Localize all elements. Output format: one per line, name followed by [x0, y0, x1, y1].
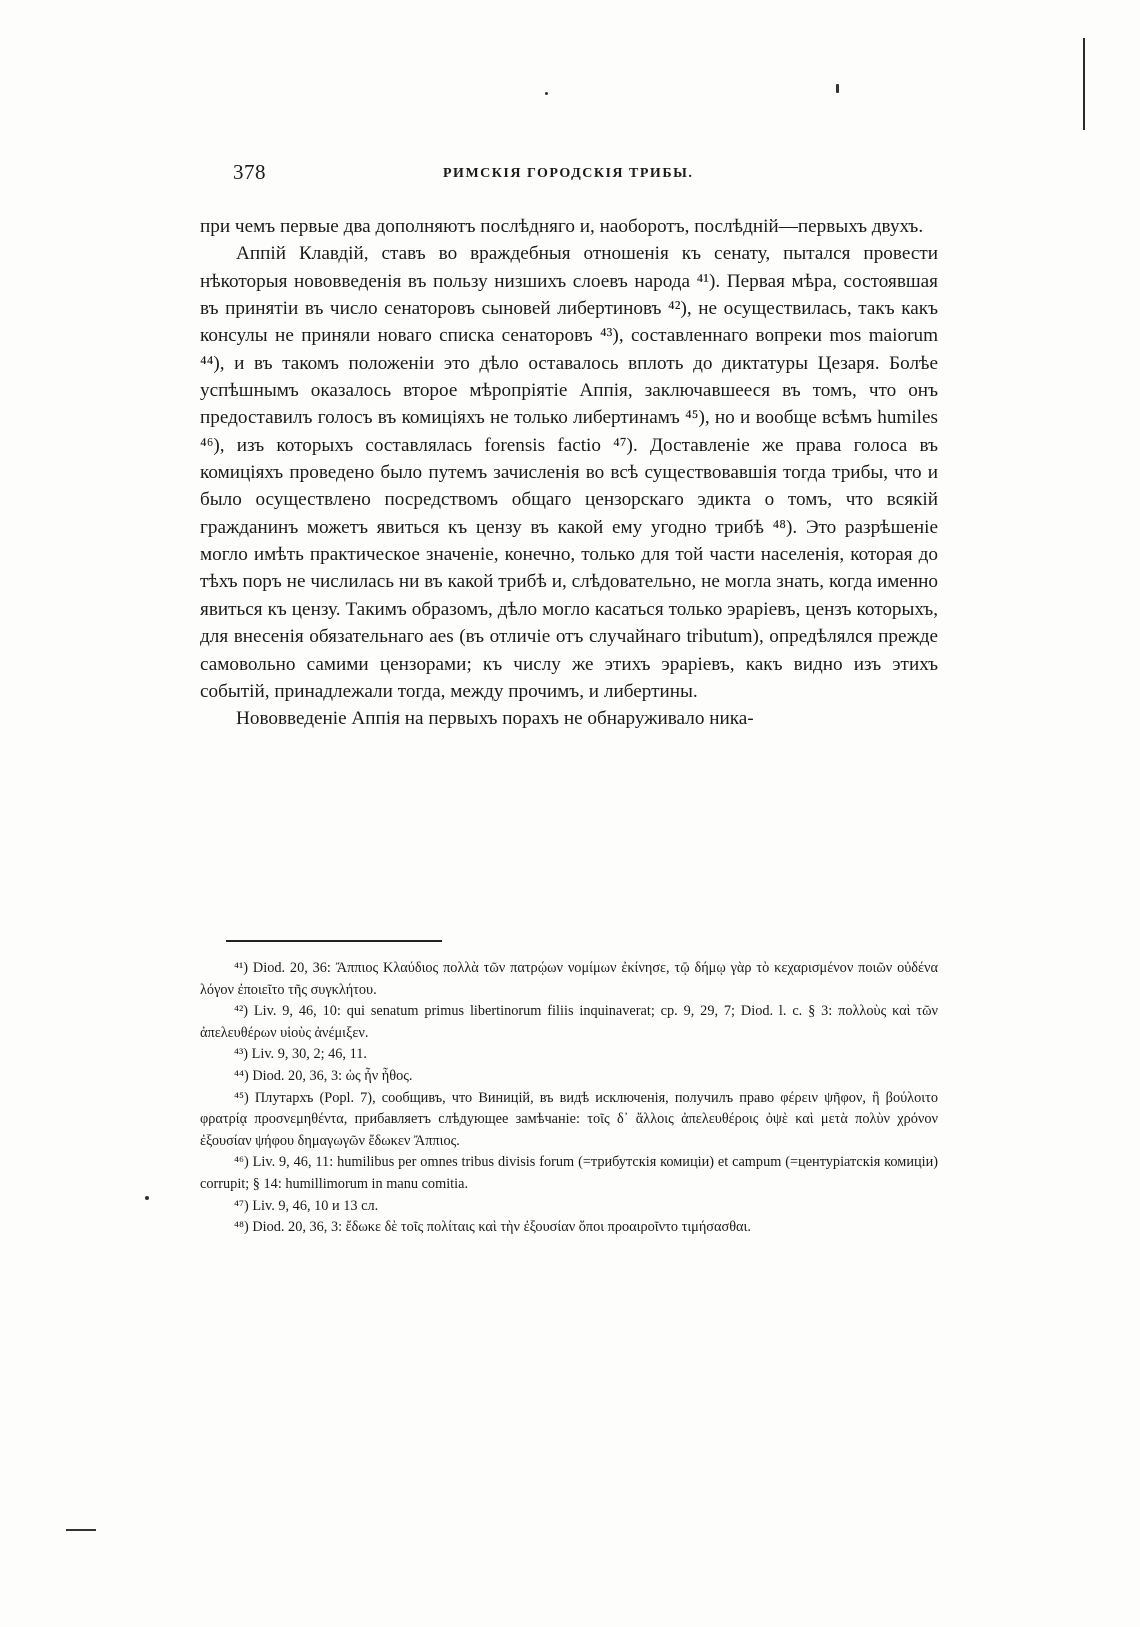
scan-speck — [545, 92, 548, 95]
footnote-text: Liv. 9, 46, 10: qui senatum primus libertinorum filiis inquinaverat; ср. 9, 29, 7; Diod. l. c. § 3: πολλοὺς καὶ τῶν ἀπελευθέρων υἱοὺς ἀνέμιξεν. — [200, 1003, 938, 1041]
main-text — [200, 213, 938, 733]
footnotes — [200, 958, 938, 1239]
footnote-mark: ⁴⁴) — [234, 1067, 249, 1084]
footnote-mark: ⁴¹) — [234, 960, 249, 976]
running-title: РИМСКІЯ ГОРОДСКІЯ ТРИБЫ. — [443, 166, 694, 181]
page-number: 378 — [233, 160, 266, 184]
footnote-text: Liv. 9, 46, 11: humilibus per omnes tribus divisis forum (=трибутскiя комицiи) et campum (=центурiатскiя комицiи) corrupit; § 14: humillimorum in manu comitia. — [200, 1154, 939, 1192]
scan-speck — [145, 1196, 149, 1200]
footnote-46 — [200, 1152, 938, 1195]
footnote-41 — [200, 958, 938, 1001]
footnote-text: Diod. 20, 36, 3: ὡς ἦν ἦθος. — [252, 1067, 413, 1084]
footnote-43 — [200, 1044, 938, 1066]
paragraph: при чемъ первые два дополняютъ послѣдняго и, наоборотъ, послѣднiй—первыхъ двухъ. — [200, 216, 924, 237]
footnote-text: Diod. 20, 36, 3: ἔδωκε δὲ τοῖς πολίταις καὶ τὴν ἐξουσίαν ὅποι προαιροῖντο τιμήσασθαι. — [252, 1219, 751, 1236]
footnote-48 — [200, 1217, 938, 1239]
footnote-text: Diod. 20, 36: Ἄππιος Κλαύδιος πολλὰ τῶν πατρῴων νομίμων ἐκίνησε, τῷ δήμῳ γὰρ τὸ κεχαρισμένον ποιῶν οὐδένα λόγον ἐποιεῖτο τῆς συγκλήτου. — [200, 960, 939, 998]
footnote-text: Плутархъ (Popl. 7), сообщивъ, что Виницiй, въ видѣ исключенiя, получилъ право φέρειν ψῆφον, ἣ βούλοιτο φρατρίᾳ προσνεμηθέντα, прибавляетъ слѣдующее замѣчанie: τοῖς δ᾽ ἄλλοις ἀπελευθέροις ὀψὲ καὶ μετὰ πολὺν χρόνον ἐξουσίαν ψήφου δημαγωγῶν ἔδωκεν Ἄππιος. — [200, 1089, 938, 1149]
footnote-text: Liv. 9, 46, 10 и 13 сл. — [252, 1197, 379, 1214]
paragraph: Нововведенie Аппiя на первыхъ порахъ не обнаруживало ника- — [236, 708, 754, 730]
footnote-mark: ⁴²) — [234, 1003, 249, 1020]
footnote-text: Liv. 9, 30, 2; 46, 11. — [251, 1046, 367, 1063]
scan-speck — [836, 84, 839, 93]
footnote-mark: ⁴⁵) — [234, 1089, 249, 1106]
paragraph: Аппiй Клавдiй, ставъ во враждебныя отношенiя къ сенату, пытался провести нѣкоторыя нововведенiя въ пользу низшихъ слоевъ народа ⁴¹). Первая мѣра, состоявшая въ принятiи въ число сенаторовъ сыновей либертиновъ ⁴²), не осуществилась, такъ какъ консулы не приняли новаго списка сенаторовъ ⁴³), составленнаго вопреки mos maiorum ⁴⁴), и въ такомъ положенiи это дѣло оставалось вплоть до диктатуры Цезаря. Болѣе успѣшнымъ оказалось второе мѣропрiятie Аппiя, заключавшееся въ томъ, что онъ предоставилъ голосъ въ комицiяхъ не только либертинамъ ⁴⁵), но и вообще всѣмъ humiles ⁴⁶), изъ которыхъ составлялась forensis factio ⁴⁷). Доставленie же права голоса въ комицiяхъ проведено было путемъ зачисленiя во всѣ существовавшiя тогда трибы, что и было осуществлено посредствомъ общаго цензорскаго эдикта о томъ, что всякiй гражданинъ можетъ явиться къ цензу въ какой ему угодно трибѣ ⁴⁸). Это разрѣшенie могло имѣть практическое значенie, конечно, только для той части населенiя, которая до тѣхъ поръ не числилась ни въ какой трибѣ и, слѣдовательно, не могла знать, когда именно явиться къ цензу. Такимъ образомъ, дѣло могло касаться только эрарiевъ, цензъ которыхъ, для внесенiя обязательнаго aes (въ отличie отъ случайнаго tributum), опредѣлялся прежде самовольно самими цензорами; къ числу же этихъ эрарiевъ, какъ видно изъ этихъ событiй, принадлежали тогда, между прочимъ, и либертины. — [200, 243, 938, 702]
footnote-mark: ⁴⁸) — [234, 1219, 249, 1236]
footnote-mark: ⁴³) — [234, 1046, 249, 1063]
scan-mark — [66, 1529, 96, 1531]
footnote-mark: ⁴⁶) — [234, 1154, 249, 1171]
footnote-42 — [200, 1001, 938, 1044]
scan-edge-line — [1083, 38, 1085, 130]
footnote-mark: ⁴⁷) — [234, 1197, 249, 1214]
footnote-45 — [200, 1088, 938, 1153]
footnote-divider — [226, 940, 442, 942]
footnote-44 — [200, 1066, 938, 1088]
footnote-47 — [200, 1196, 938, 1218]
